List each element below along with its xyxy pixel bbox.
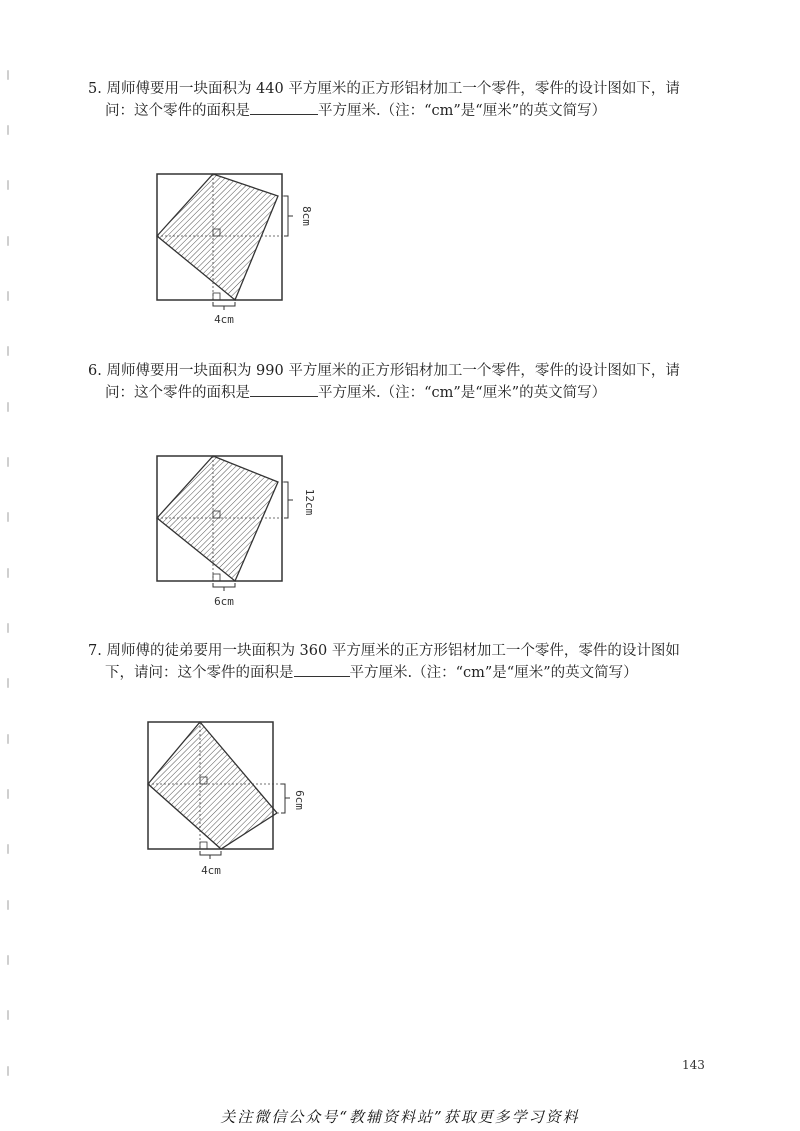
margin-mark: [7, 1010, 9, 1020]
answer-blank[interactable]: [250, 100, 318, 115]
problem-number: 5.: [88, 81, 102, 97]
problem-7-figure: [141, 716, 331, 884]
bottom-dimension-label: 4cm: [201, 864, 221, 877]
margin-mark: [7, 955, 9, 965]
shaded-quadrilateral: [157, 456, 278, 581]
problem-line-2: 问：这个零件的面积是 平方厘米.（注：“cm”是“厘米”的英文简写）: [88, 100, 713, 122]
margin-mark: [7, 512, 9, 522]
answer-blank[interactable]: [250, 382, 318, 397]
shaded-quadrilateral: [157, 174, 278, 300]
bottom-dimension-label: 6cm: [214, 595, 234, 608]
problem-number: 7.: [88, 643, 102, 659]
margin-mark: [7, 789, 9, 799]
answer-blank[interactable]: [294, 662, 350, 677]
problem-line-1: 6. 周师傅要用一块面积为 990 平方厘米的正方形铝材加工一个零件，零件的设计图如下，请: [88, 363, 680, 379]
margin-mark: [7, 346, 9, 356]
vertical-dimension-label: 12cm: [303, 488, 316, 516]
problem-7-text: [88, 640, 713, 684]
margin-mark: [7, 402, 9, 412]
bottom-brace: [213, 302, 235, 310]
right-angle-mark: [213, 293, 220, 300]
right-angle-mark: [200, 842, 207, 849]
problem-5-figure: [150, 168, 330, 333]
problem-6-figure: [150, 450, 335, 615]
vertical-dimension-label: 8cm: [300, 206, 313, 226]
problem-6-text: [88, 360, 713, 404]
vertical-brace: [281, 784, 290, 813]
right-angle-mark: [213, 574, 220, 581]
problem-line-2: 下，请问：这个零件的面积是 平方厘米.（注：“cm”是“厘米”的英文简写）: [88, 662, 713, 684]
problem-line-1: 5. 周师傅要用一块面积为 440 平方厘米的正方形铝材加工一个零件，零件的设计图如下，请: [88, 81, 680, 97]
footer-promo-text: 关注微信公众号“教辅资料站”获取更多学习资料: [220, 1108, 580, 1126]
margin-mark: [7, 236, 9, 246]
margin-mark: [7, 568, 9, 578]
margin-mark: [7, 844, 9, 854]
problem-line-1: 7. 周师傅的徒弟要用一块面积为 360 平方厘米的正方形铝材加工一个零件，零件的设计图如: [88, 643, 680, 659]
bottom-dimension-label: 4cm: [214, 313, 234, 326]
margin-mark: [7, 734, 9, 744]
margin-mark: [7, 291, 9, 301]
margin-mark: [7, 70, 9, 80]
problem-number: 6.: [88, 363, 102, 379]
margin-mark: [7, 623, 9, 633]
margin-mark: [7, 678, 9, 688]
page-number: 143: [682, 1058, 705, 1072]
problem-5-text: [88, 78, 713, 122]
margin-mark: [7, 457, 9, 467]
bottom-brace: [213, 583, 235, 591]
vertical-brace: [284, 482, 293, 518]
bottom-brace: [200, 851, 221, 859]
margin-mark: [7, 125, 9, 135]
problem-line-2: 问：这个零件的面积是 平方厘米.（注：“cm”是“厘米”的英文简写）: [88, 382, 713, 404]
shaded-quadrilateral: [148, 722, 277, 849]
margin-mark: [7, 900, 9, 910]
margin-mark: [7, 180, 9, 190]
margin-mark: [7, 1066, 9, 1076]
vertical-dimension-label: 6cm: [293, 790, 306, 810]
vertical-brace: [284, 196, 293, 236]
